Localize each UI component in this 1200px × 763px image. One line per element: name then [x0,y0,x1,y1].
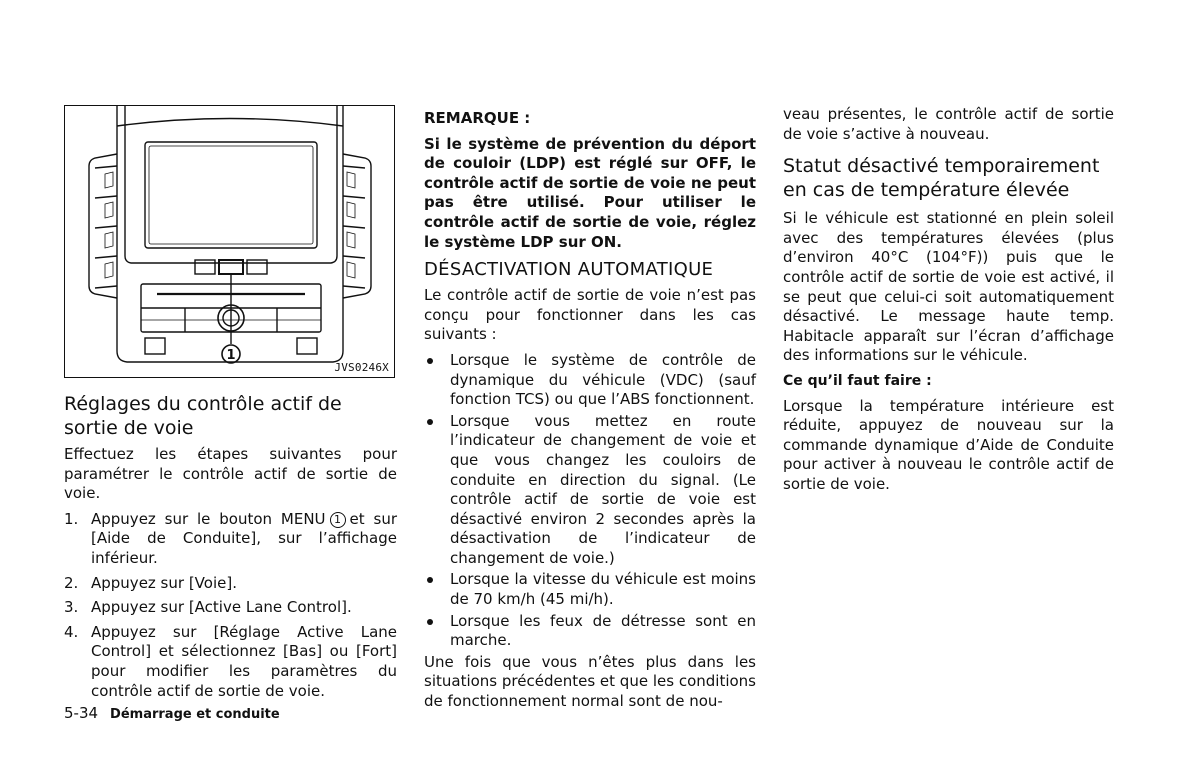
list-item [424,612,756,651]
step-text-continued: et sur [Aide de Conduite], sur l’affichage inférieur. [91,509,397,567]
list-item [64,510,397,569]
conditions-list [424,351,756,651]
figure-callout-label: 1 [226,348,236,363]
list-item [424,351,756,410]
step-number: 3. [64,598,79,617]
bullet-icon [427,419,433,425]
bullet-text: Lorsque la vitesse du véhicule est moins de 70 km/h (45 mi/h). [450,570,756,609]
step-number: 2. [64,573,79,592]
bullet-icon [427,577,433,583]
list-item [64,598,397,618]
list-item [64,623,397,701]
what-to-do-text: Lorsque la température intérieure est réduite, appuyez de nouveau sur la commande dynamique d’Aide de Conduite pour activer à nouveau le contrôle actif de sortie de voie. [783,396,1114,493]
bullet-text: Lorsque vous mettez en route l’indicateur de changement de voie et que vous changez les couloirs de conduite en direction du signal. (Le contrôle actif de sortie de voie est désactivé environ 2 secondes après la désactivation de l’indicateur de changement de voie.) [450,411,756,567]
section-heading: Statut désactivé temporairement en cas de température élevée [783,155,1100,202]
steps-list [64,510,397,701]
step-text: Appuyez sur [Voie]. [91,573,237,592]
section-heading: Réglages du contrôle actif de sortie de voie [64,393,342,439]
body-paragraph: Si le véhicule est stationné en plein soleil avec des températures élevées (plus d’environ 40°C (104°F)) puis que le contrôle actif de sortie de voie est activé, il se peut que celui-ci soit automatiquement désactivé. Le message haute temp. Habitacle apparaît sur l’écran d’affichage des informations sur le véhicule. [783,209,1114,365]
column-left [64,105,397,706]
step-number: 4. [64,622,79,641]
center-console-drawing [65,106,395,378]
step-text: Appuyez sur [Active Lane Control]. [91,598,352,617]
chapter-title: Démarrage et conduite [110,707,280,722]
bullet-icon [427,619,433,625]
intro-paragraph: Effectuez les étapes suivantes pour paramétrer le contrôle actif de sortie de voie. [64,445,397,503]
bullet-text: Lorsque les feux de détresse sont en marche. [450,611,756,650]
page-footer [64,704,280,722]
page-number: 5-34 [64,704,99,722]
column-right [783,105,1114,495]
column-middle [424,109,756,712]
callout-circle-icon: 1 [330,512,346,528]
remark-label: REMARQUE : [424,109,531,127]
remark-text: Si le système de prévention du déport de couloir (LDP) est réglé sur OFF, le contrôle actif de sortie de voie ne peut pas être utilisé. Pour utiliser le contrôle actif de sortie de voie, réglez le système LDP sur ON. [424,134,756,251]
figure-code: JVS0246X [334,361,389,374]
bullet-text: Lorsque le système de contrôle de dynamique du véhicule (VDC) (sauf fonction TCS) ou que l’ABS fonctionnent. [450,350,756,409]
continuation-paragraph: veau présentes, le contrôle actif de sortie de voie s’active à nouveau. [783,105,1114,143]
list-item [64,574,397,594]
dashboard-illustration [64,105,395,378]
step-number: 1. [64,509,79,528]
list-item [424,412,756,569]
list-item [424,570,756,609]
outro-paragraph: Une fois que vous n’êtes plus dans les situations précédentes et que les conditions de fonctionnement normal sont de nou- [424,652,756,711]
bullet-icon [427,358,433,364]
section-heading: DÉSACTIVATION AUTOMATIQUE [424,259,714,281]
what-to-do-label: Ce qu’il faut faire : [783,372,932,389]
step-text: Appuyez sur le bouton MENU [91,509,326,528]
step-text: Appuyez sur [Réglage Active Lane Control] et sélectionnez [Bas] ou [Fort] pour modifier les paramètres du contrôle actif de sortie de voie. [91,622,397,700]
intro-paragraph: Le contrôle actif de sortie de voie n’est pas conçu pour fonctionner dans les cas suivants : [424,286,756,344]
